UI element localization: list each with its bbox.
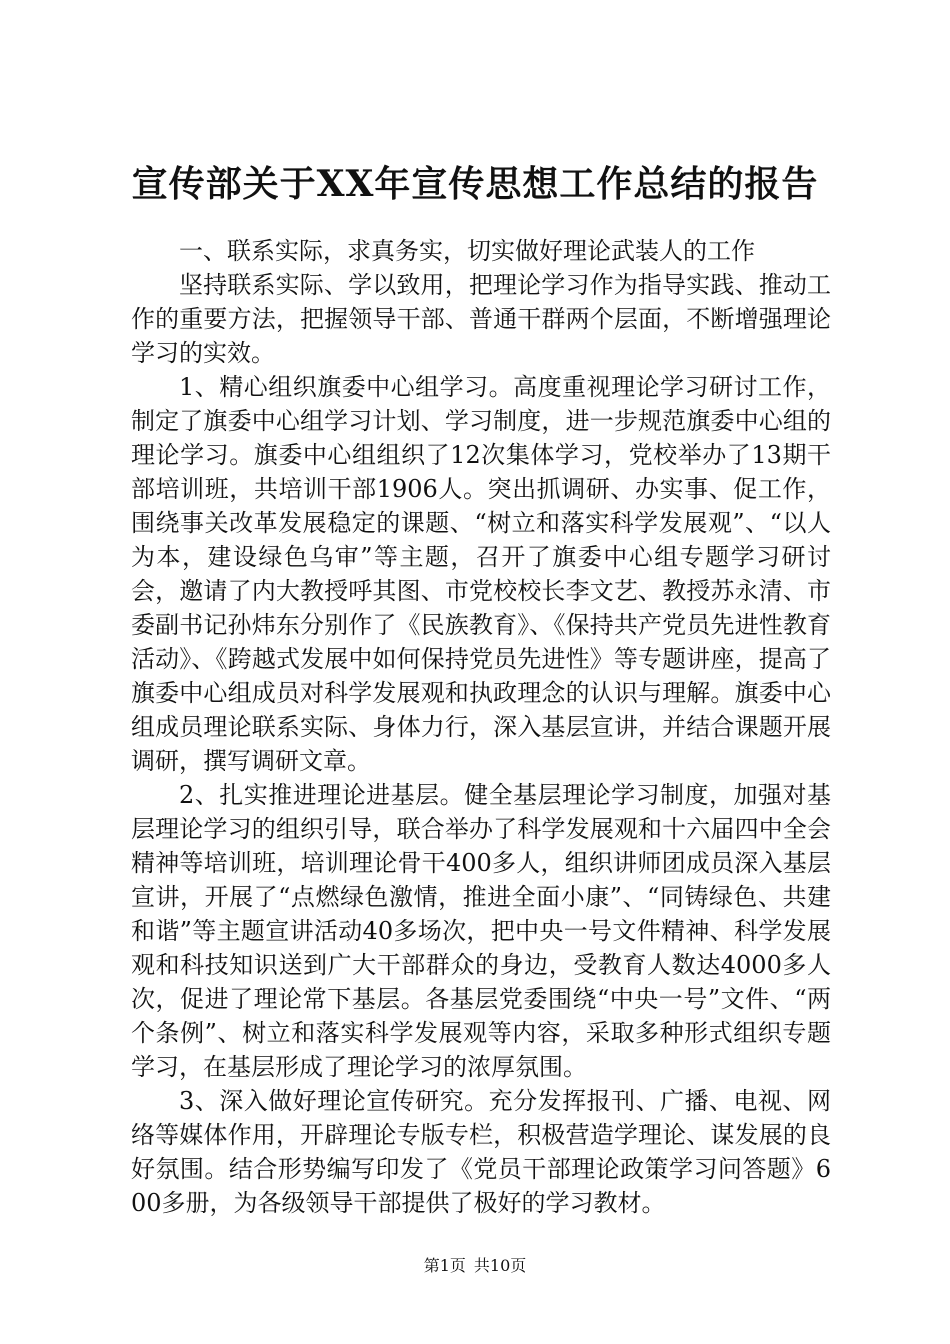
paragraph-item-1: 1、精心组织旗委中心组学习。高度重视理论学习研讨工作，制定了旗委中心组学习计划、学习制度，进一步规范旗委中心组的理论学习。旗委中心组组织了12次集体学习，党校举办了13期干部培训班，共培训干部1906人。突出抓调研、办实事、促工作，围绕事关改革发展稳定的课题、“树立和落实科学发展观”、“以人为本，建设绿色乌审”等主题，召开了旗委中心组专题学习研讨会，邀请了内大教授呼其图、市党校校长李文艺、教授苏永清、市委副书记孙炜东分别作了《民族教育》、《保持共产党员先进性教育活动》、《跨越式发展中如何保持党员先进性》等专题讲座，提高了旗委中心组成员对科学发展观和执政理念的认识与理解。旗委中心组成员理论联系实际、身体力行，深入基层宣讲，并结合课题开展调研，撰写调研文章。 [131,373,831,775]
paragraph-item-3: 3、深入做好理论宣传研究。充分发挥报刊、广播、电视、网络等媒体作用，开辟理论专版专栏，积极营造学理论、谋发展的良好氛围。结合形势编写印发了《党员干部理论政策学习问答题》600多册，为各级领导干部提供了极好的学习教材。 [131,1087,831,1217]
document-body [131,234,831,1220]
paragraph-item-2: 2、扎实推进理论进基层。健全基层理论学习制度，加强对基层理论学习的组织引导，联合举办了科学发展观和十六届四中全会精神等培训班，培训理论骨干400多人，组织讲师团成员深入基层宣讲，开展了“点燃绿色激情，推进全面小康”、“同铸绿色、共建和谐”等主题宣讲活动40多场次，把中央一号文件精神、科学发展观和科技知识送到广大干部群众的身边，受教育人数达4000多人次，促进了理论常下基层。各基层党委围绕“中央一号”文件、“两个条例”、树立和落实科学发展观等内容，采取多种形式组织专题学习，在基层形成了理论学习的浓厚氛围。 [131,781,831,1081]
document-title: 宣传部关于XX年宣传思想工作总结的报告 [131,163,819,205]
paragraph-intro: 坚持联系实际、学以致用，把理论学习作为指导实践、推动工作的重要方法，把握领导干部、普通干群两个层面，不断增强理论学习的实效。 [131,271,831,367]
page-total: 共10页 [473,1256,527,1275]
section-heading: 一、联系实际，求真务实，切实做好理论武装人的工作 [179,237,755,265]
page-number: 第1页 [423,1256,466,1275]
page-footer [0,1255,950,1277]
